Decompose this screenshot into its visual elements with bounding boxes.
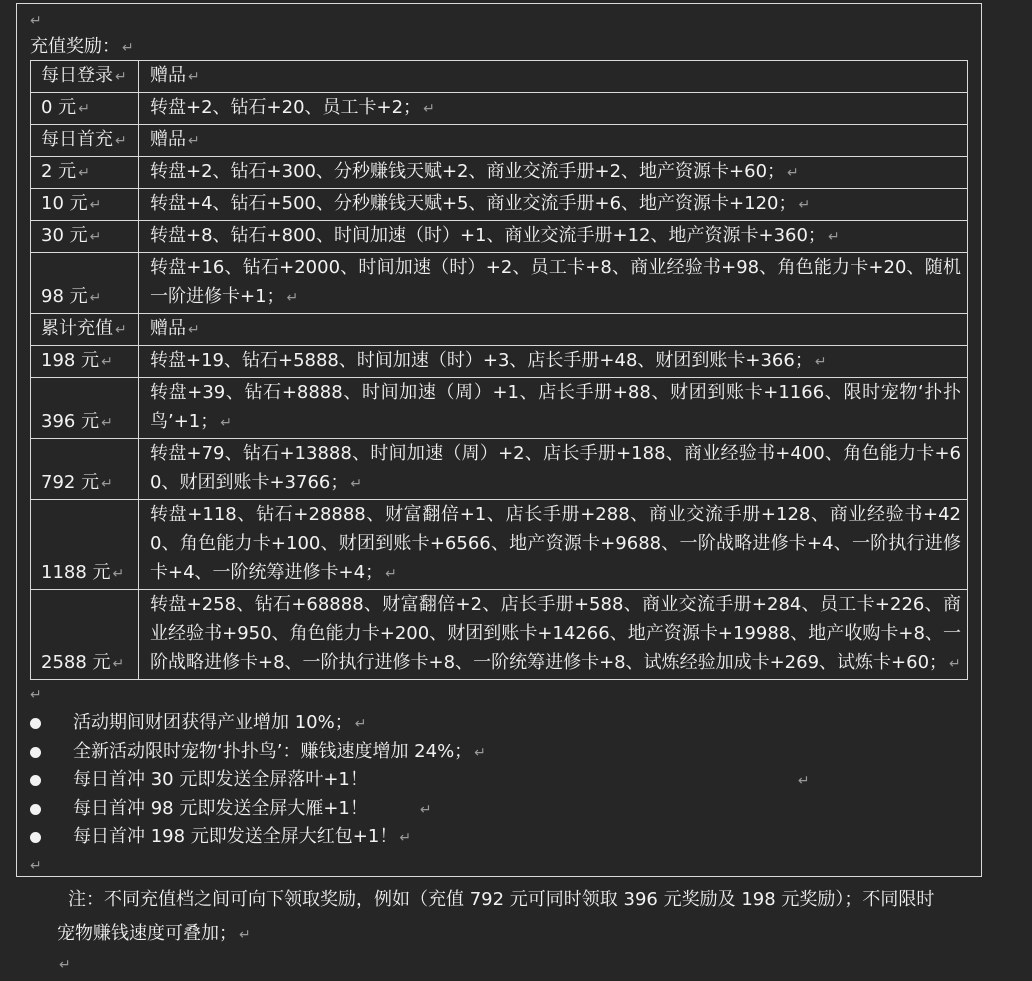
table-row bbox=[31, 157, 968, 189]
header-tier-cell-text: 累计充值 bbox=[41, 318, 113, 339]
tier-cell bbox=[31, 93, 139, 125]
paragraph-mark: ↵ bbox=[30, 858, 42, 874]
cell-mark: ↵ bbox=[220, 415, 232, 431]
paragraph-mark: ↵ bbox=[239, 927, 251, 943]
paragraph-mark: ↵ bbox=[474, 744, 486, 761]
table-row bbox=[31, 500, 968, 590]
tier-cell bbox=[31, 439, 139, 500]
section-heading bbox=[30, 33, 134, 62]
bullet-text: 每日首冲 30 元即发送全屏落叶+1！ bbox=[73, 769, 368, 790]
tier-cell bbox=[31, 378, 139, 439]
cell-mark: ↵ bbox=[949, 656, 961, 672]
bullet-dot-icon bbox=[30, 804, 41, 815]
rewards-table bbox=[30, 60, 968, 680]
gift-cell-text: 转盘+79、钻石+13888、时间加速（周）+2、店长手册+188、商业经验书+400、角色能力卡+60、财团到账卡+3766； bbox=[150, 443, 961, 493]
cell-mark: ↵ bbox=[814, 354, 827, 370]
footnote-text: 注：不同充值档之间可向下领取奖励，例如（充值 792 元可同时领取 396 元奖励及 198 元奖励）；不同限时宠物赚钱速度可叠加； bbox=[57, 889, 935, 944]
cell-mark: ↵ bbox=[101, 415, 113, 431]
gift-cell bbox=[139, 346, 968, 378]
paragraph-mark: ↵ bbox=[30, 687, 42, 703]
table-row bbox=[31, 221, 968, 253]
table-header-row bbox=[31, 314, 968, 346]
paragraph-mark: ↵ bbox=[122, 40, 134, 56]
paragraph-mark: ↵ bbox=[354, 716, 367, 732]
bullet-dot-icon bbox=[30, 775, 41, 786]
tier-cell-text: 2588 元 bbox=[41, 652, 111, 673]
empty-paragraph-end bbox=[57, 950, 71, 979]
paragraph-mark: ↵ bbox=[419, 801, 432, 818]
table-row bbox=[31, 439, 968, 500]
empty-paragraph-after-table bbox=[28, 680, 42, 709]
heading-text: 充值奖励： bbox=[30, 36, 120, 57]
tier-cell bbox=[31, 590, 139, 680]
header-tier-cell-text: 每日首充 bbox=[41, 129, 113, 150]
empty-paragraph-top bbox=[28, 6, 42, 35]
cell-mark: ↵ bbox=[115, 69, 127, 85]
tier-cell-text: 198 元 bbox=[41, 350, 100, 371]
table-header-row bbox=[31, 61, 968, 93]
paragraph-mark: ↵ bbox=[59, 957, 71, 973]
header-tier-cell bbox=[31, 125, 139, 157]
bullet-item bbox=[30, 795, 810, 824]
table-row bbox=[31, 346, 968, 378]
bullet-item bbox=[30, 738, 810, 767]
table-row bbox=[31, 189, 968, 221]
tier-cell bbox=[31, 189, 139, 221]
cell-mark: ↵ bbox=[78, 101, 90, 117]
tier-cell-text: 2 元 bbox=[41, 161, 77, 182]
table-row bbox=[31, 253, 968, 314]
cell-mark: ↵ bbox=[423, 101, 435, 117]
tier-cell-text: 10 元 bbox=[41, 193, 88, 214]
paragraph-mark: ↵ bbox=[399, 830, 412, 846]
header-gift-cell-text: 赠品 bbox=[150, 129, 186, 150]
bullet-dot-icon bbox=[30, 718, 41, 729]
gift-cell-text: 转盘+16、钻石+2000、时间加速（时）+2、员工卡+8、商业经验书+98、角色能力卡+20、随机一阶进修卡+1； bbox=[150, 257, 961, 307]
tier-cell bbox=[31, 346, 139, 378]
table-row bbox=[31, 93, 968, 125]
tier-cell-text: 30 元 bbox=[41, 225, 88, 246]
cell-mark: ↵ bbox=[188, 322, 200, 338]
table-row bbox=[31, 590, 968, 680]
tier-cell bbox=[31, 157, 139, 189]
cell-mark: ↵ bbox=[89, 229, 102, 245]
cell-mark: ↵ bbox=[89, 197, 102, 213]
cell-mark: ↵ bbox=[115, 322, 127, 338]
cell-mark: ↵ bbox=[385, 566, 397, 582]
gift-cell-text: 转盘+2、钻石+300、分秒赚钱天赋+2、商业交流手册+2、地产资源卡+60； bbox=[150, 161, 786, 182]
tier-cell bbox=[31, 253, 139, 314]
header-gift-cell bbox=[139, 125, 968, 157]
gift-cell bbox=[139, 439, 968, 500]
header-gift-cell-text: 赠品 bbox=[150, 318, 186, 339]
cell-mark: ↵ bbox=[89, 290, 102, 306]
gift-cell bbox=[139, 189, 968, 221]
bullet-dot-icon bbox=[30, 832, 41, 843]
cell-mark: ↵ bbox=[798, 197, 811, 213]
paragraph-mark: ↵ bbox=[30, 13, 42, 29]
gift-cell-text: 转盘+4、钻石+500、分秒赚钱天赋+5、商业交流手册+6、地产资源卡+120； bbox=[150, 193, 797, 214]
header-tier-cell-text: 每日登录 bbox=[41, 65, 113, 86]
cell-mark: ↵ bbox=[101, 354, 113, 370]
cell-mark: ↵ bbox=[78, 165, 90, 181]
header-gift-cell bbox=[139, 61, 968, 93]
gift-cell-text: 转盘+258、钻石+68888、财富翻倍+2、店长手册+588、商业交流手册+284、员工卡+226、商业经验书+950、角色能力卡+200、财团到账卡+14266、地产资源卡+19988、地产收购卡+8、一阶战略进修卡+8、一阶执行进修卡+8、一阶统筹进修卡+8、试炼经验加成卡+269、试炼卡+60； bbox=[150, 594, 961, 673]
tier-cell bbox=[31, 221, 139, 253]
header-tier-cell bbox=[31, 61, 139, 93]
gift-cell-text: 转盘+39、钻石+8888、时间加速（周）+1、店长手册+88、财团到账卡+1166、限时宠物‘扑扑鸟’+1； bbox=[150, 382, 961, 432]
cell-mark: ↵ bbox=[112, 656, 125, 672]
header-tier-cell bbox=[31, 314, 139, 346]
gift-cell bbox=[139, 378, 968, 439]
tier-cell bbox=[31, 500, 139, 590]
cell-mark: ↵ bbox=[101, 476, 113, 492]
paragraph-mark: ↵ bbox=[797, 773, 810, 789]
cell-mark: ↵ bbox=[112, 566, 125, 582]
cell-mark: ↵ bbox=[115, 133, 127, 149]
bullet-text: 全新活动限时宠物‘扑扑鸟’：赚钱速度增加 24%； bbox=[73, 740, 473, 762]
gift-cell bbox=[139, 157, 968, 189]
bullet-item bbox=[30, 709, 810, 738]
cell-mark: ↵ bbox=[787, 165, 799, 181]
tier-cell-text: 98 元 bbox=[41, 286, 88, 307]
cell-mark: ↵ bbox=[350, 476, 363, 492]
table-header-row bbox=[31, 125, 968, 157]
footnote bbox=[57, 883, 937, 952]
bullet-text: 每日首冲 98 元即发送全屏大雁+1！ bbox=[73, 797, 368, 819]
gift-cell bbox=[139, 221, 968, 253]
bullet-list bbox=[30, 709, 810, 852]
gift-cell-text: 转盘+8、钻石+800、时间加速（时）+1、商业交流手册+12、地产资源卡+360； bbox=[150, 225, 826, 246]
gift-cell bbox=[139, 500, 968, 590]
tier-cell-text: 1188 元 bbox=[41, 562, 111, 583]
table-row bbox=[31, 378, 968, 439]
tier-cell-text: 0 元 bbox=[41, 97, 77, 118]
bullet-dot-icon bbox=[30, 747, 41, 758]
cell-mark: ↵ bbox=[827, 229, 840, 245]
gift-cell bbox=[139, 590, 968, 680]
empty-paragraph-bottom bbox=[28, 851, 42, 880]
tier-cell-text: 396 元 bbox=[41, 411, 100, 432]
bullet-text: 每日首冲 198 元即发送全屏大红包+1！ bbox=[73, 826, 398, 847]
gift-cell bbox=[139, 253, 968, 314]
gift-cell-text: 转盘+2、钻石+20、员工卡+2； bbox=[150, 97, 422, 118]
bullet-item bbox=[30, 766, 810, 795]
cell-mark: ↵ bbox=[188, 133, 200, 149]
tier-cell-text: 792 元 bbox=[41, 472, 100, 493]
gift-cell bbox=[139, 93, 968, 125]
gift-cell-text: 转盘+19、钻石+5888、时间加速（时）+3、店长手册+48、财团到账卡+366； bbox=[150, 350, 813, 371]
bullet-item bbox=[30, 823, 810, 852]
header-gift-cell-text: 赠品 bbox=[150, 65, 186, 86]
header-gift-cell bbox=[139, 314, 968, 346]
bullet-text: 活动期间财团获得产业增加 10%； bbox=[73, 712, 353, 733]
gift-cell-text: 转盘+118、钻石+28888、财富翻倍+1、店长手册+288、商业交流手册+128、商业经验书+420、角色能力卡+100、财团到账卡+6566、地产资源卡+9688、一阶战略进修卡+4、一阶执行进修卡+4、一阶统筹进修卡+4； bbox=[150, 504, 961, 583]
cell-mark: ↵ bbox=[286, 290, 299, 306]
cell-mark: ↵ bbox=[188, 69, 200, 85]
